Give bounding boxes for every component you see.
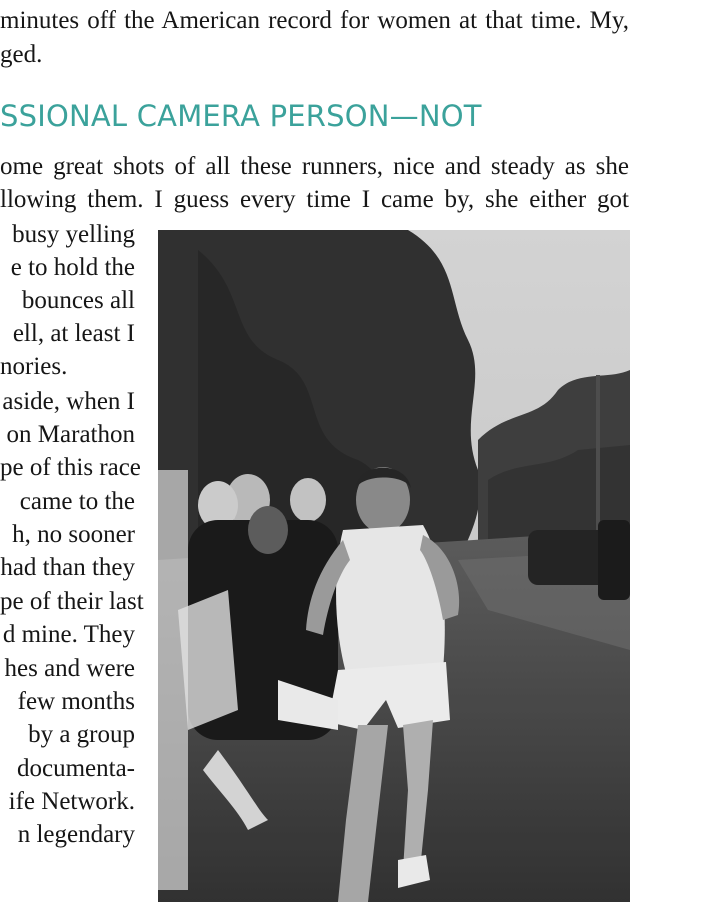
text-line: bounces all: [21, 287, 135, 314]
text-line: llowing them. I guess every time I came by, she either got: [0, 186, 629, 213]
section-heading: SSIONAL CAMERA PERSON—NOT: [0, 99, 482, 133]
text-line: ged.: [0, 41, 43, 68]
page-mark: [44, 890, 58, 900]
text-line: minutes off the American record for women at that time. My,: [0, 7, 629, 34]
text-line: ell, at least I: [12, 320, 135, 347]
text-line: by a group: [28, 721, 135, 748]
text-line: had than they: [0, 554, 135, 581]
text-line: ome great shots of all these runners, nice and steady as she: [0, 153, 629, 180]
text-line: n legendary: [17, 821, 135, 848]
text-line: ife Network.: [8, 788, 135, 815]
text-line: d mine. They: [2, 621, 135, 648]
text-line: h, no sooner: [12, 521, 135, 548]
text-line: pe of their last: [0, 588, 144, 615]
text-line: pe of this race: [0, 454, 141, 481]
text-line: nories.: [0, 353, 68, 380]
text-line: on Marathon: [6, 421, 135, 448]
text-line: documenta-: [16, 755, 135, 782]
text-line: e to hold the: [10, 254, 135, 281]
runner-photo: [158, 230, 630, 902]
text-line: few months: [17, 688, 135, 715]
text-line: hes and were: [4, 655, 135, 682]
text-line: aside, when I: [2, 388, 135, 415]
text-line: busy yelling: [12, 221, 135, 248]
text-line: came to the: [19, 488, 135, 515]
